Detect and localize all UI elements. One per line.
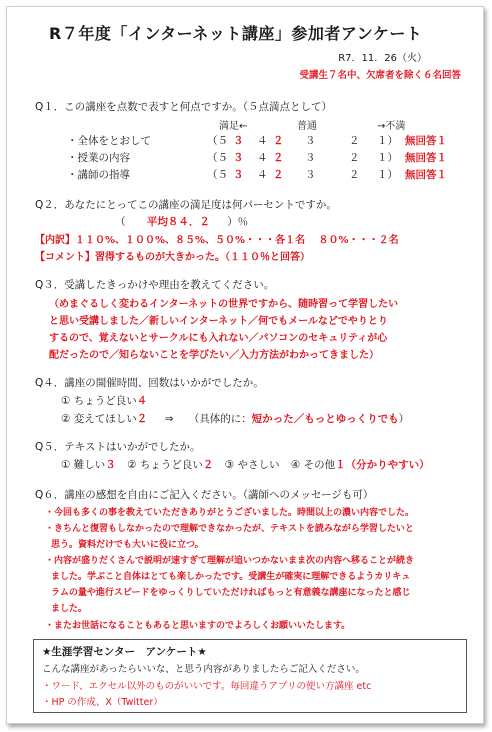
q2-open-paren: （ — [115, 216, 126, 228]
q1-score-5: （５ — [207, 135, 228, 147]
q1-score-5: （５ — [207, 152, 228, 164]
q1-score-3: ３ — [305, 169, 316, 181]
q4-option-1 — [61, 393, 147, 408]
q4-detail-close: ） — [398, 413, 410, 425]
q6-question: Q６．講座の感想を自由にご記入ください。（講師へのメッセージも可） — [35, 489, 374, 501]
q1-score-2: ２ — [349, 135, 360, 147]
q1-scale-normal: 普通 — [297, 121, 317, 132]
q4-option-1-count: ４ — [136, 395, 148, 407]
q1-no-answer: 無回答１ — [405, 169, 447, 181]
attendance-note: 受講生７名中、欠席者を除く６名回答 — [299, 70, 461, 81]
q4-option-2 — [61, 411, 409, 426]
q1-scale-satisfied: 満足← — [219, 121, 248, 132]
page-title: R７年度「インターネット講座」参加者アンケート — [49, 24, 423, 43]
q1-score-2: ２ — [349, 169, 360, 181]
q2-comment: 【コメント】習得するものが大きかった。（１１０％と回答） — [35, 252, 310, 263]
q1-count-4: ２ — [273, 169, 284, 181]
q4-option-1-label: ① ちょうど良い — [61, 395, 137, 407]
center-box-prompt: こんな講座があったらいいな、と思う内容がありましたらご記入ください。 — [42, 664, 365, 675]
q1-count-4: ２ — [273, 152, 284, 164]
q2-average: 平均８４．２ — [146, 216, 210, 228]
q1-score-1: １） — [377, 135, 398, 147]
q1-row-label: ・全体をとおして — [67, 135, 151, 147]
q3-answer-line: （めまぐるしく変わるインターネットの世界ですから、随時習って学習したい — [49, 299, 399, 310]
q1-row-label: ・授業の内容 — [67, 152, 130, 164]
q5-option-4: ④ その他 — [290, 459, 336, 471]
q5-option-3: ③ やさしい — [224, 459, 280, 471]
q5-option-4-count: １ — [335, 459, 346, 471]
q1-no-answer: 無回答１ — [405, 135, 447, 147]
survey-page — [6, 6, 484, 724]
q6-comment-line: ・またお世話になることもあると思いますのでよろしくお願いいたします。 — [45, 621, 351, 631]
q4-arrow: ⇒ — [164, 413, 174, 425]
q6-comment-line: ました。 — [51, 604, 88, 614]
q4-detail-text: 短かった／もっとゆっくりでも — [251, 413, 399, 425]
q3-answer-line: 配だったので／知らないことを学びたい／入力方法がわかってきました） — [49, 350, 379, 361]
q2-question: Q２．あなたにとってこの講座の満足度は何パーセントですか。 — [35, 199, 337, 211]
q6-comment-line: ・きちんと復習もしなかったので理解できなかったが、テキストを読みながら学習したいと — [45, 524, 414, 534]
q1-no-answer: 無回答１ — [405, 152, 447, 164]
q2-percent: ）％ — [227, 216, 249, 228]
q1-count-5: ３ — [233, 169, 244, 181]
q1-count-5: ３ — [233, 135, 244, 147]
center-box-item: ・ワード、エクセル以外のものがいいです。毎回違うアプリの使い方講座 etc — [42, 681, 372, 692]
q1-question: Q１．この講座を点数で表すと何点ですか。（５点満点として） — [35, 101, 333, 113]
q1-score-3: ３ — [305, 152, 316, 164]
q1-row-label: ・講師の指導 — [67, 169, 130, 181]
q1-score-2: ２ — [349, 152, 360, 164]
q5-option-2: ② ちょうど良い — [127, 459, 203, 471]
q1-score-1: １） — [377, 169, 398, 181]
q3-answer-line: と思い受講しました／新しいインターネット／何でもメールなどでやりとり — [49, 316, 388, 327]
q6-comment-line: 思う。資料だけでも大いに役に立つ。 — [51, 540, 204, 550]
q1-count-4: ２ — [273, 135, 284, 147]
q5-option-4-detail: （分かりやすい） — [345, 459, 430, 471]
q1-count-5: ３ — [233, 152, 244, 164]
q4-question: Q４．講座の開催時間、回数はいかがでしたか。 — [35, 377, 264, 389]
center-box-item: ・HP の作成、X（Twitter） — [42, 697, 163, 708]
q5-option-1-count: ３ — [105, 459, 116, 471]
q1-score-4: ４ — [257, 169, 268, 181]
q4-option-2-count: ２ — [136, 413, 148, 425]
q6-comment-line: ました。学ぶこと自体はとても楽しかったです。受講生が確実に理解できるようカリキュ — [51, 572, 411, 582]
q6-comment-line: ラムの量や進行スピードをゆっくりしていただければもっと有意義な講座になったと感じ — [51, 588, 411, 598]
survey-date: R7．11．26（火） — [338, 53, 427, 64]
q3-question: Q３．受講したきっかけや理由を教えてください。 — [35, 279, 275, 291]
q2-answer — [115, 214, 248, 229]
q5-option-2-count: ２ — [202, 459, 214, 471]
q1-score-1: １） — [377, 152, 398, 164]
q1-score-4: ４ — [257, 135, 268, 147]
q1-score-5: （５ — [207, 169, 228, 181]
q1-score-4: ４ — [257, 152, 268, 164]
q5-options — [61, 457, 430, 472]
q5-option-1: ① 難しい — [61, 459, 106, 471]
q2-breakdown: 【内訳】１１０%、１００%、８５%、５０%・・・各１名 ８０%・・・２名 — [35, 235, 399, 246]
q4-detail-label: （具体的に： — [188, 413, 252, 425]
center-survey-box — [33, 639, 467, 713]
center-box-title: ★生涯学習センター アンケート★ — [42, 646, 207, 658]
q6-comment-line: ・今回も多くの事を教えていただきありがとうございました。時間以上の濃い内容でした。 — [45, 508, 415, 518]
q3-answer-line: するので、覚えないとサークルにも入れない／パソコンのセキュリティが心 — [49, 333, 388, 344]
q4-option-2-label: ② 変えてほしい — [61, 413, 137, 425]
q5-question: Q５．テキストはいかがでしたか。 — [35, 441, 201, 453]
q1-scale-unsatisfied: →不満 — [377, 121, 406, 132]
q1-score-3: ３ — [305, 135, 316, 147]
q6-comment-line: ・内容が盛りだくさんで説明が速すぎて理解が追いつかないまま次の内容へ移ることが続き — [45, 556, 415, 566]
